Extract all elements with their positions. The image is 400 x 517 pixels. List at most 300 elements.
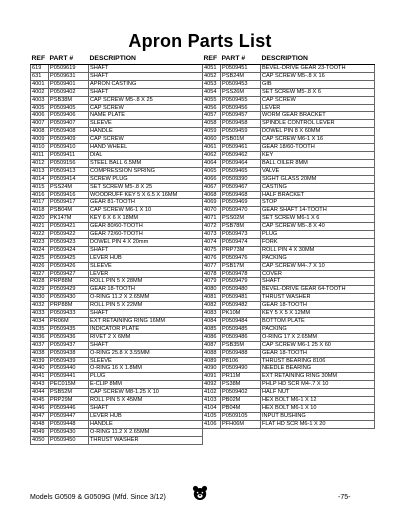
table-row xyxy=(203,373,375,381)
part-number-cell: P0509446 xyxy=(49,404,89,412)
part-number-cell: PR06M xyxy=(49,318,89,326)
ref-cell: 4059 xyxy=(203,128,221,136)
description-cell: HALF NUT xyxy=(261,389,375,397)
description-cell: HAND WHEEL xyxy=(89,144,203,152)
part-number-cell: PSB38M xyxy=(49,96,89,104)
part-number-cell: P0509473 xyxy=(221,231,261,239)
description-cell: COVER xyxy=(261,270,375,278)
description-cell: HANDLE xyxy=(89,420,203,428)
description-cell: SHAFT xyxy=(89,310,203,318)
description-cell: KEY 6 X 6 X 18MM xyxy=(89,215,203,223)
part-number-cell: P0509407 xyxy=(49,120,89,128)
part-number-cell: PB04M xyxy=(221,404,261,412)
part-number-cell: P0509406 xyxy=(49,112,89,120)
part-number-cell: PK10M xyxy=(221,310,261,318)
ref-cell: 4081 xyxy=(203,294,221,302)
part-number-cell: PS38M xyxy=(221,381,261,389)
table-row xyxy=(203,404,375,412)
part-number-cell: P0509451 xyxy=(221,65,261,73)
description-cell: GEAR 18-TOOTH xyxy=(89,286,203,294)
part-number-cell: PRP88M xyxy=(49,302,89,310)
description-header: DESCRIPTION xyxy=(89,55,203,65)
table-row xyxy=(31,175,203,183)
table-row xyxy=(203,262,375,270)
part-number-cell: P0509465 xyxy=(221,167,261,175)
description-cell: DIAL xyxy=(89,151,203,159)
ref-cell: 4023 xyxy=(31,238,49,246)
ref-cell: 4068 xyxy=(203,191,221,199)
ref-header: REF xyxy=(31,55,49,65)
ref-cell: 4005 xyxy=(31,104,49,112)
ref-cell: 4087 xyxy=(203,341,221,349)
description-cell: O-RING 11.2 X 2.65MM xyxy=(89,294,203,302)
part-number-cell: P0509441 xyxy=(49,373,89,381)
description-cell: SHAFT xyxy=(261,278,375,286)
table-row xyxy=(31,199,203,207)
description-cell: GEAR 80/60-TOOTH xyxy=(89,223,203,231)
description-cell: FORK xyxy=(261,238,375,246)
table-row xyxy=(31,88,203,96)
part-number-cell: P0509448 xyxy=(49,420,89,428)
description-cell: LEVER xyxy=(89,270,203,278)
table-row xyxy=(203,420,375,428)
table-row xyxy=(203,96,375,104)
ref-cell: 4046 xyxy=(31,404,49,412)
table-row xyxy=(203,238,375,246)
table-row xyxy=(203,412,375,420)
description-cell: GEAR 18-TOOTH xyxy=(261,302,375,310)
table-row xyxy=(203,215,375,223)
ref-cell: 4078 xyxy=(203,270,221,278)
table-row xyxy=(31,183,203,191)
description-cell: CAP SCREW xyxy=(89,104,203,112)
part-number-cell: P0509456 xyxy=(221,104,261,112)
description-cell: PLUG xyxy=(89,373,203,381)
table-header-row xyxy=(31,55,203,65)
ref-cell: 4055 xyxy=(203,96,221,104)
description-cell: GEAR 72/60-TOOTH xyxy=(89,231,203,239)
page-number: -75- xyxy=(338,494,351,501)
description-cell: WOODRUFF KEY 5 X 6.5 X 16MM xyxy=(89,191,203,199)
ref-cell: 4015 xyxy=(31,183,49,191)
description-cell: CAP SCREW M6-1 25 X 60 xyxy=(261,341,375,349)
table-row xyxy=(203,223,375,231)
description-cell: BEVEL-DRIVE GEAR 64-TOOTH xyxy=(261,286,375,294)
parts-table-left-body xyxy=(31,65,203,445)
ref-cell: 4026 xyxy=(31,262,49,270)
ref-cell: 4085 xyxy=(203,325,221,333)
table-row xyxy=(31,112,203,120)
ref-cell: 4024 xyxy=(31,246,49,254)
description-cell: RIVET 2 X 6MM xyxy=(89,333,203,341)
description-cell: O-RING 25.8 X 3.55MM xyxy=(89,349,203,357)
table-row xyxy=(31,104,203,112)
part-number-cell: P0509490 xyxy=(221,365,261,373)
ref-cell: 4016 xyxy=(31,191,49,199)
part-number-cell: P0509416 xyxy=(49,191,89,199)
part-number-cell: P0509390 xyxy=(221,175,261,183)
description-cell: GEAR 18/60-TOOTH xyxy=(261,144,375,152)
ref-cell: 4037 xyxy=(31,341,49,349)
description-cell: SET SCREW M6-1 X 6 xyxy=(261,215,375,223)
table-row xyxy=(31,412,203,420)
footer-model-text: Models G0509 & G0509G (Mfd. Since 3/12) xyxy=(30,494,166,501)
description-cell: HEX BOLT M6-1 X 10 xyxy=(261,404,375,412)
description-cell: SCREW PLUG xyxy=(89,175,203,183)
table-row xyxy=(203,254,375,262)
ref-cell: 4079 xyxy=(203,278,221,286)
part-number-cell: P0509433 xyxy=(49,310,89,318)
description-cell: PACKING xyxy=(261,254,375,262)
part-number-cell: P0509411 xyxy=(49,151,89,159)
description-cell: CAP SCREW M5-.8 X 16 xyxy=(261,72,375,80)
part-number-cell: P0509450 xyxy=(49,436,89,444)
table-row xyxy=(203,270,375,278)
part-number-cell: PSS24M xyxy=(49,183,89,191)
part-number-cell: P0509479 xyxy=(221,278,261,286)
description-cell: CASTING xyxy=(261,183,375,191)
description-cell: O-RING 16 X 1.8MM xyxy=(89,365,203,373)
table-row xyxy=(31,262,203,270)
part-number-cell: P0509401 xyxy=(49,80,89,88)
table-row xyxy=(203,175,375,183)
parts-table-right-body xyxy=(203,65,375,429)
ref-cell: 4073 xyxy=(203,231,221,239)
description-cell: PACKING xyxy=(261,325,375,333)
table-row xyxy=(203,286,375,294)
table-row xyxy=(31,191,203,199)
table-row xyxy=(31,365,203,373)
description-cell: COMPRESSION SPRING xyxy=(89,167,203,175)
part-number-cell: P0509435 xyxy=(49,325,89,333)
table-row xyxy=(203,302,375,310)
ref-cell: 4066 xyxy=(203,175,221,183)
table-row xyxy=(31,420,203,428)
description-cell: SET SCREW M5-.8 X 25 xyxy=(89,183,203,191)
ref-cell: 4007 xyxy=(31,120,49,128)
part-number-cell: P0509469 xyxy=(221,199,261,207)
table-row xyxy=(31,207,203,215)
part-number-cell: P0509427 xyxy=(49,270,89,278)
description-cell: APRON CASTING xyxy=(89,80,203,88)
part-number-cell: P0509402 xyxy=(221,389,261,397)
description-cell: KEY xyxy=(261,151,375,159)
description-cell: SHAFT xyxy=(89,88,203,96)
description-cell: BOTTOM PLATE xyxy=(261,318,375,326)
table-row xyxy=(31,167,203,175)
ref-cell: 4050 xyxy=(31,436,49,444)
part-number-cell: P0509438 xyxy=(49,349,89,357)
part-number-cell: P0509481 xyxy=(221,294,261,302)
ref-cell: 619 xyxy=(31,65,49,73)
table-row xyxy=(31,389,203,397)
table-row xyxy=(31,278,203,286)
ref-cell: 4047 xyxy=(31,412,49,420)
part-number-cell: P0509413 xyxy=(49,167,89,175)
part-number-cell: P0509408 xyxy=(49,128,89,136)
ref-cell: 4072 xyxy=(203,223,221,231)
part-number-cell: P0509425 xyxy=(49,254,89,262)
table-row xyxy=(31,120,203,128)
ref-cell: 4092 xyxy=(203,381,221,389)
part-number-cell: PRP29M xyxy=(49,397,89,405)
part-number-cell: PR11M xyxy=(221,373,261,381)
description-cell: INPUT BUSHING xyxy=(261,412,375,420)
table-row xyxy=(203,318,375,326)
ref-cell: 4064 xyxy=(203,159,221,167)
description-cell: PLUG xyxy=(261,231,375,239)
part-number-cell: P0509453 xyxy=(221,80,261,88)
ref-cell: 4075 xyxy=(203,246,221,254)
table-header-row xyxy=(203,55,375,65)
table-row xyxy=(203,199,375,207)
part-number-cell: P0509457 xyxy=(221,112,261,120)
part-number-cell: P0509429 xyxy=(49,286,89,294)
description-cell: HEX BOLT M6-1 X 12 xyxy=(261,397,375,405)
ref-cell: 4077 xyxy=(203,262,221,270)
table-row xyxy=(203,294,375,302)
description-cell: STOP xyxy=(261,199,375,207)
description-cell: SHAFT xyxy=(89,246,203,254)
table-row xyxy=(203,207,375,215)
part-number-cell: P0509631 xyxy=(49,72,89,80)
part-header: PART # xyxy=(221,55,261,65)
ref-cell: 4105 xyxy=(203,412,221,420)
description-cell: GIB xyxy=(261,80,375,88)
description-cell: SHAFT xyxy=(89,72,203,80)
description-cell: HALF BRACKET xyxy=(261,191,375,199)
ref-cell: 4102 xyxy=(203,389,221,397)
ref-cell: 4060 xyxy=(203,136,221,144)
ref-cell: 4022 xyxy=(31,231,49,239)
description-cell: STEEL BALL 6.5MM xyxy=(89,159,203,167)
description-header: DESCRIPTION xyxy=(261,55,375,65)
part-number-cell: P0509467 xyxy=(221,183,261,191)
ref-cell: 4043 xyxy=(31,381,49,389)
ref-cell: 4076 xyxy=(203,254,221,262)
table-row xyxy=(31,246,203,254)
description-cell: ROLL PIN 5 X 22MM xyxy=(89,302,203,310)
ref-cell: 4021 xyxy=(31,223,49,231)
ref-cell: 631 xyxy=(31,72,49,80)
table-row xyxy=(31,397,203,405)
part-number-cell: P0509430 xyxy=(49,428,89,436)
ref-cell: 4071 xyxy=(203,215,221,223)
table-row xyxy=(203,231,375,239)
table-row xyxy=(203,397,375,405)
ref-cell: 4028 xyxy=(31,278,49,286)
part-number-cell: P0509414 xyxy=(49,175,89,183)
description-cell: THRUST WASHER xyxy=(89,436,203,444)
ref-cell: 4104 xyxy=(203,404,221,412)
table-row xyxy=(31,302,203,310)
ref-cell: 4029 xyxy=(31,286,49,294)
description-cell: CAP SCREW M6-1 X 16 xyxy=(261,136,375,144)
table-row xyxy=(31,404,203,412)
description-cell: SPINDLE CONTROL LEVER xyxy=(261,120,375,128)
ref-cell: 4048 xyxy=(31,420,49,428)
ref-cell: 4044 xyxy=(31,389,49,397)
ref-cell: 4036 xyxy=(31,333,49,341)
table-row xyxy=(203,333,375,341)
table-row xyxy=(203,120,375,128)
part-number-cell: PSB24M xyxy=(221,72,261,80)
description-cell: SIGHT GLASS 20MM xyxy=(261,175,375,183)
description-cell: CAP SCREW M5-.8 X 40 xyxy=(261,223,375,231)
page-title: Apron Parts List xyxy=(128,31,272,51)
table-row xyxy=(31,215,203,223)
table-row xyxy=(31,373,203,381)
description-cell: SET SCREW M5-.8 X 6 xyxy=(261,88,375,96)
table-row xyxy=(203,389,375,397)
description-cell: CAP SCREW M8-1.25 X 10 xyxy=(89,389,203,397)
ref-cell: 4038 xyxy=(31,349,49,357)
ref-cell: 4067 xyxy=(203,183,221,191)
table-row xyxy=(31,325,203,333)
table-row xyxy=(31,436,203,444)
part-number-cell: P0509423 xyxy=(49,238,89,246)
part-number-cell: P0509480 xyxy=(221,286,261,294)
ref-cell: 4018 xyxy=(31,207,49,215)
table-row xyxy=(203,365,375,373)
description-cell: GEAR SHAFT 14-TOOTH xyxy=(261,207,375,215)
part-number-cell: P0509458 xyxy=(221,120,261,128)
part-number-cell: PSB17M xyxy=(221,262,261,270)
ref-cell: 4033 xyxy=(31,310,49,318)
table-row xyxy=(203,80,375,88)
description-cell: PHLP HD SCR M4-.7 X 10 xyxy=(261,381,375,389)
part-number-cell: PRP88M xyxy=(49,278,89,286)
part-number-cell: P0509105 xyxy=(221,412,261,420)
part-number-cell: P0509486 xyxy=(221,333,261,341)
part-number-cell: PEC015M xyxy=(49,381,89,389)
ref-cell: 4083 xyxy=(203,310,221,318)
table-row xyxy=(31,136,203,144)
ref-cell: 4049 xyxy=(31,428,49,436)
ref-cell: 4045 xyxy=(31,397,49,405)
description-cell: LEVER xyxy=(261,104,375,112)
description-cell: E-CLIP 8MM xyxy=(89,381,203,389)
table-row xyxy=(31,223,203,231)
table-row xyxy=(203,128,375,136)
table-row xyxy=(31,65,203,73)
ref-cell: 4012 xyxy=(31,159,49,167)
part-number-cell: P0509455 xyxy=(221,96,261,104)
description-cell: WORM GEAR BRACKET xyxy=(261,112,375,120)
description-cell: CAP SCREW xyxy=(261,96,375,104)
table-row xyxy=(203,167,375,175)
ref-cell: 4017 xyxy=(31,199,49,207)
table-row xyxy=(203,191,375,199)
part-number-cell: PSB04M xyxy=(49,207,89,215)
table-row xyxy=(203,325,375,333)
description-cell: GEAR 18-TOOTH xyxy=(261,349,375,357)
part-number-cell: P8106 xyxy=(221,357,261,365)
table-row xyxy=(203,104,375,112)
table-row xyxy=(203,310,375,318)
ref-cell: 4065 xyxy=(203,167,221,175)
description-cell: SLEEVE xyxy=(89,357,203,365)
table-row xyxy=(203,144,375,152)
ref-cell: 4084 xyxy=(203,318,221,326)
ref-cell: 4062 xyxy=(203,151,221,159)
table-row xyxy=(31,294,203,302)
part-header: PART # xyxy=(49,55,89,65)
part-number-cell: P0509422 xyxy=(49,231,89,239)
ref-header: REF xyxy=(203,55,221,65)
table-row xyxy=(31,286,203,294)
table-row xyxy=(203,159,375,167)
part-number-cell: P0509470 xyxy=(221,207,261,215)
description-cell: HANDLE xyxy=(89,128,203,136)
table-row xyxy=(31,349,203,357)
table-row xyxy=(31,381,203,389)
part-number-cell: P0509409 xyxy=(49,136,89,144)
description-cell: CAP SCREW M6-1 X 10 xyxy=(89,207,203,215)
table-row xyxy=(31,151,203,159)
part-number-cell: P0509468 xyxy=(221,191,261,199)
ref-cell: 4009 xyxy=(31,136,49,144)
ref-cell: 4052 xyxy=(203,72,221,80)
part-number-cell: P0509421 xyxy=(49,223,89,231)
description-cell: FLAT HD SCR M6-1 X 20 xyxy=(261,420,375,428)
ref-cell: 4054 xyxy=(203,88,221,96)
description-cell: BEVEL-DRIVE GEAR 23-TOOTH xyxy=(261,65,375,73)
table-row xyxy=(203,357,375,365)
table-row xyxy=(31,80,203,88)
description-cell: THRUST BEARING 8106 xyxy=(261,357,375,365)
ref-cell: 4080 xyxy=(203,286,221,294)
ref-cell: 4051 xyxy=(203,65,221,73)
part-number-cell: PSB78M xyxy=(221,223,261,231)
ref-cell: 4086 xyxy=(203,333,221,341)
description-cell: SHAFT xyxy=(89,341,203,349)
part-number-cell: PSS02M xyxy=(221,215,261,223)
description-cell: THRUST WASHER xyxy=(261,294,375,302)
table-row xyxy=(203,112,375,120)
description-cell: CAP SCREW xyxy=(89,136,203,144)
bear-logo-icon xyxy=(192,485,208,501)
part-number-cell: P0509474 xyxy=(221,238,261,246)
ref-cell: 4010 xyxy=(31,144,49,152)
table-row xyxy=(203,183,375,191)
ref-cell: 4070 xyxy=(203,207,221,215)
table-row xyxy=(31,341,203,349)
ref-cell: 4082 xyxy=(203,302,221,310)
part-number-cell: P0509484 xyxy=(221,318,261,326)
part-number-cell: P0509461 xyxy=(221,144,261,152)
table-row xyxy=(31,428,203,436)
table-row xyxy=(203,381,375,389)
ref-cell: 4020 xyxy=(31,215,49,223)
table-row xyxy=(31,128,203,136)
ref-cell: 4027 xyxy=(31,270,49,278)
part-number-cell: PSB01M xyxy=(221,136,261,144)
ref-cell: 4035 xyxy=(31,325,49,333)
part-number-cell: P0509417 xyxy=(49,199,89,207)
part-number-cell: P0509437 xyxy=(49,341,89,349)
description-cell: SLEEVE xyxy=(89,120,203,128)
ref-cell: 4090 xyxy=(203,365,221,373)
description-cell: CAP SCREW M4-.7 X 10 xyxy=(261,262,375,270)
part-number-cell: PSB52M xyxy=(49,389,89,397)
description-cell: GEAR 81-TOOTH xyxy=(89,199,203,207)
table-row xyxy=(203,136,375,144)
part-number-cell: PSB35M xyxy=(221,341,261,349)
ref-cell: 4053 xyxy=(203,80,221,88)
table-row xyxy=(31,238,203,246)
part-number-cell: P0509402 xyxy=(49,88,89,96)
